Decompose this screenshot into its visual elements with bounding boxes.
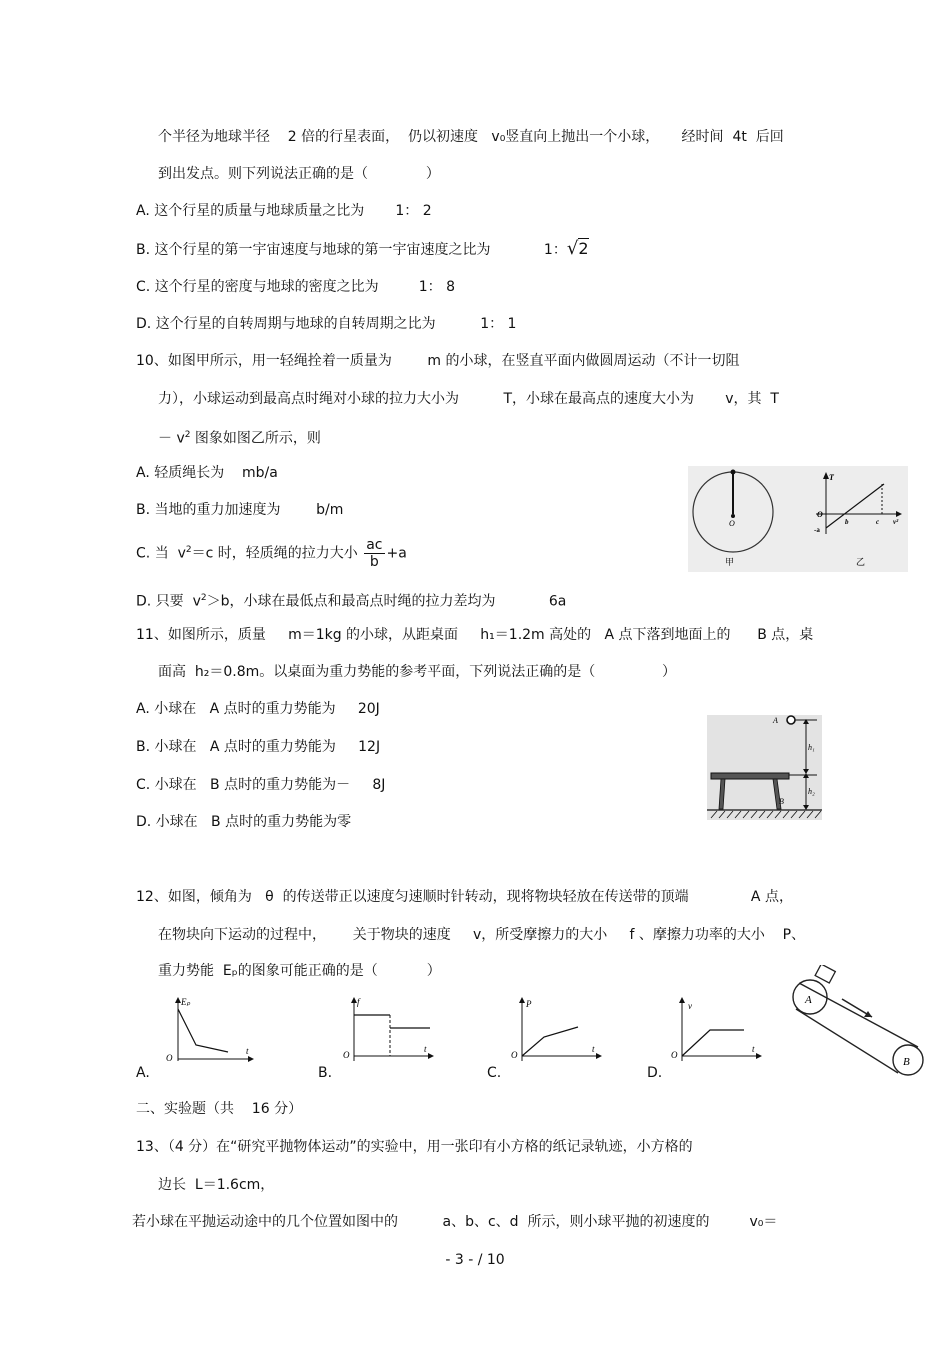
q11-stem-line2: 面高 h₂＝0.8m。以桌面为重力势能的参考平面，下列说法正确的是（ ）: [158, 664, 677, 680]
svg-text:h₁: h₁: [808, 743, 815, 752]
svg-text:A: A: [773, 716, 778, 725]
sqrt-symbol: √: [566, 238, 579, 259]
svg-text:f: f: [357, 997, 360, 1007]
q11-table-figure: [707, 715, 822, 820]
q10-option-c: C. 当 $v^2=c$ 时，轻质绳的拉力大小 $\frac{ac}{b}$ +a: [136, 537, 407, 571]
svg-text:O: O: [343, 1050, 350, 1060]
q10-stem-line3: － $v^2$ 图象如图乙所示，则: [158, 430, 321, 447]
svg-text:t: t: [592, 1044, 595, 1054]
q12-stem-line2: 在物块向下运动的过程中， 关于物块的速度 v，所受摩擦力的大小 f 、摩擦力功率的大小 P、: [158, 927, 806, 943]
graph-b-friction: [340, 995, 440, 1070]
q13-stem-line2: 边长 L＝1.6cm，: [158, 1177, 275, 1193]
q11-stem-line1: 11、如图所示，质量 m＝1kg 的小球，从距桌面 h₁＝1.2m 高处的 A 点下落到地面上的 B 点，桌: [136, 627, 814, 643]
q9-option-d: D. 这个行星的自转周期与地球的自转周期之比为 1： 1: [136, 316, 517, 332]
section-title: 二、实验题（共 16 分）: [136, 1101, 303, 1117]
graph-c-power: [508, 995, 608, 1070]
q9-option-b: B. 这个行星的第一宇宙速度与地球的第一宇宙速度之比为 1：√2: [136, 238, 589, 259]
svg-text:b: b: [845, 518, 849, 526]
label-jia: 甲: [725, 558, 735, 568]
svg-text:O: O: [166, 1053, 173, 1063]
q9-option-a: A. 这个行星的质量与地球质量之比为 1： 2: [136, 203, 432, 219]
svg-text:c: c: [876, 518, 880, 526]
svg-text:O: O: [671, 1050, 678, 1060]
q11-option-a: A. 小球在 A 点时的重力势能为 20J: [136, 701, 380, 717]
q11-option-d: D. 小球在 B 点时的重力势能为零: [136, 814, 352, 830]
label-yi: 乙: [856, 558, 866, 568]
svg-text:v: v: [688, 1001, 692, 1011]
q13-stem-line1: 13、（4 分）在“研究平抛物体运动”的实验中，用一张印有小方格的纸记录轨迹，小方格的: [136, 1139, 693, 1155]
graph-a-ep: [160, 995, 260, 1070]
svg-text:t: t: [752, 1044, 755, 1054]
q10-option-b: B. 当地的重力加速度为 b/m: [136, 502, 344, 518]
q10-option-d: D. 只要 $v^2>b$，小球在最低点和最高点时绳的拉力差均为 6a: [136, 593, 567, 610]
q13-stem-line3: 若小球在平抛运动途中的几个位置如图中的 a、b、c、d 所示，则小球平抛的初速度的 v₀＝: [132, 1214, 778, 1230]
q10-option-a: A. 轻质绳长为 mb/a: [136, 465, 278, 481]
q12-stem-line3: 重力势能 Eₚ的图象可能正确的是（ ）: [158, 963, 441, 979]
q12-stem-line1: 12、如图，倾角为 θ 的传送带正以速度匀速顺时针转动，现将物块轻放在传送带的顶端 A 点，: [136, 889, 793, 905]
q9-stem-line1: 个半径为地球半径 2 倍的行星表面， 仍以初速度 v₀竖直向上抛出一个小球， 经时间 4t 后回: [158, 129, 784, 145]
svg-text:Eₚ: Eₚ: [181, 997, 191, 1007]
q12-option-d-label: D.: [647, 1065, 663, 1081]
label-o: O: [729, 519, 735, 528]
svg-text:t: t: [424, 1044, 427, 1054]
q12-option-a-label: A.: [136, 1065, 150, 1081]
svg-text:O: O: [511, 1050, 518, 1060]
page-number: - 3 - / 10: [445, 1252, 505, 1268]
graph-d-velocity: [668, 995, 768, 1070]
svg-text:-a: -a: [814, 526, 820, 534]
svg-text:B: B: [779, 797, 784, 806]
q9-stem-line2: 到出发点。则下列说法正确的是（ ）: [158, 166, 440, 182]
q12-option-b-label: B.: [318, 1065, 333, 1081]
conveyor-belt-figure: [786, 965, 930, 1080]
q11-option-c: C. 小球在 B 点时的重力势能为－ 8J: [136, 777, 386, 793]
q11-option-b: B. 小球在 A 点时的重力势能为 12J: [136, 739, 381, 755]
svg-text:h₂: h₂: [808, 787, 815, 796]
svg-text:T: T: [829, 473, 834, 482]
fraction: $\frac{ac}{b}$: [366, 537, 383, 571]
svg-text:O: O: [817, 510, 823, 519]
svg-text:A: A: [805, 994, 812, 1006]
q9-option-c: C. 这个行星的密度与地球的密度之比为 1： 8: [136, 279, 456, 295]
q10-figure: [688, 466, 908, 572]
svg-text:B: B: [903, 1056, 910, 1068]
sqrt-value: 2: [578, 239, 589, 258]
q10-stem-line2: 力），小球运动到最高点时绳对小球的拉力大小为 T，小球在最高点的速度大小为 v，其 T: [158, 391, 779, 407]
svg-text:t: t: [246, 1046, 249, 1056]
q12-option-c-label: C.: [487, 1065, 502, 1081]
q10-stem-line1: 10、如图甲所示，用一轻绳拴着一质量为 m 的小球，在竖直平面内做圆周运动（不计一切阻: [136, 353, 740, 369]
svg-text:v²: v²: [893, 518, 899, 526]
svg-text:P: P: [526, 999, 532, 1009]
